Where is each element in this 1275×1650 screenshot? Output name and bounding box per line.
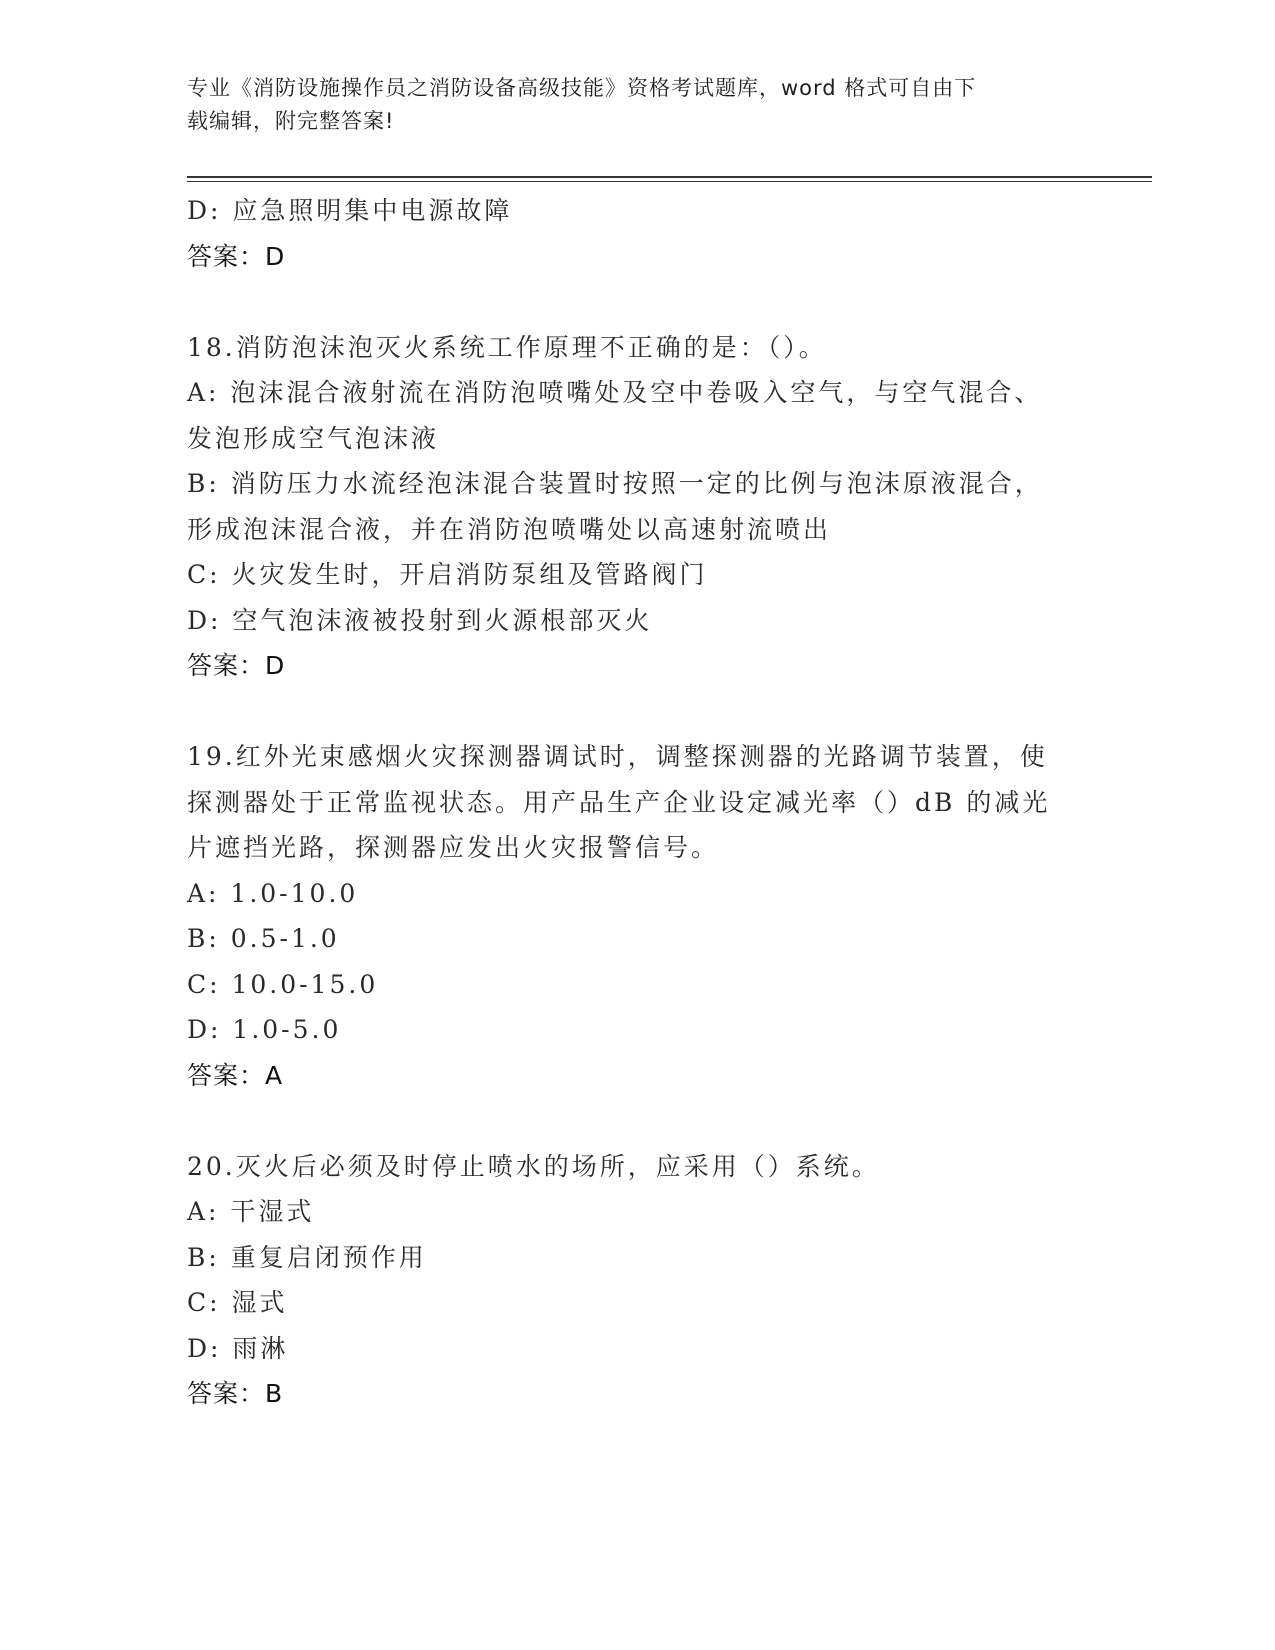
- option-a: A: 泡沫混合液射流在消防泡喷嘴处及空中卷吸入空气，与空气混合、: [187, 378, 1043, 407]
- option-d: D: 1.0-5.0: [187, 1015, 342, 1044]
- option-d: D: 雨淋: [187, 1333, 289, 1363]
- answer-line: 答案：D: [187, 651, 286, 680]
- answer-line: 答案：D: [187, 241, 286, 271]
- option-c: C: 湿式: [187, 1288, 288, 1317]
- question-stem: 20.灭火后必须及时停止喷水的场所，应采用（）系统。: [187, 1151, 880, 1181]
- option-d: D: 空气泡沫液被投射到火源根部灭火: [187, 605, 653, 635]
- question-20: [187, 1144, 1087, 1417]
- answer-line: 答案：A: [187, 1060, 284, 1090]
- option-b: B: 重复启闭预作用: [187, 1242, 427, 1272]
- answer-line: 答案：B: [187, 1379, 284, 1408]
- question-stem-cont: 片遮挡光路，探测器应发出火灾报警信号。: [187, 833, 720, 862]
- question-stem: 18.消防泡沫泡灭火系统工作原理不正确的是：（）。: [187, 332, 827, 362]
- question-stem-cont: 探测器处于正常监视状态。用产品生产企业设定减光率（）dB 的减光: [187, 787, 1051, 817]
- option-b-cont: 形成泡沫混合液，并在消防泡喷嘴处以高速射流喷出: [187, 514, 832, 544]
- document-header: [187, 72, 1067, 138]
- option-a-cont: 发泡形成空气泡沫液: [187, 423, 440, 453]
- header-line-1: 专业《消防设施操作员之消防设备高级技能》资格考试题库，word 格式可自由下: [187, 76, 977, 100]
- header-divider-thick: [187, 176, 1152, 178]
- option-b: B: 消防压力水流经泡沫混合装置时按照一定的比例与泡沫原液混合，: [187, 469, 1043, 498]
- option-a: A: 1.0-10.0: [187, 878, 359, 908]
- option-c: C: 10.0-15.0: [187, 969, 379, 999]
- header-divider-thin: [187, 181, 1152, 182]
- question-19: [187, 734, 1087, 1098]
- option-c: C: 火灾发生时，开启消防泵组及管路阀门: [187, 560, 708, 589]
- option-a: A: 干湿式: [187, 1197, 315, 1226]
- question-list: [187, 188, 1087, 1417]
- option-d: D: 应急照明集中电源故障: [187, 196, 513, 225]
- spacer: [187, 689, 1087, 735]
- spacer: [187, 1098, 1087, 1144]
- question-stem: 19.红外光束感烟火灾探测器调试时，调整探测器的光路调节装置，使: [187, 742, 1048, 771]
- spacer: [187, 279, 1087, 325]
- question-18: [187, 325, 1087, 689]
- question-17-tail: [187, 188, 1087, 279]
- option-b: B: 0.5-1.0: [187, 924, 340, 953]
- header-line-2: 载编辑，附完整答案!: [187, 109, 395, 133]
